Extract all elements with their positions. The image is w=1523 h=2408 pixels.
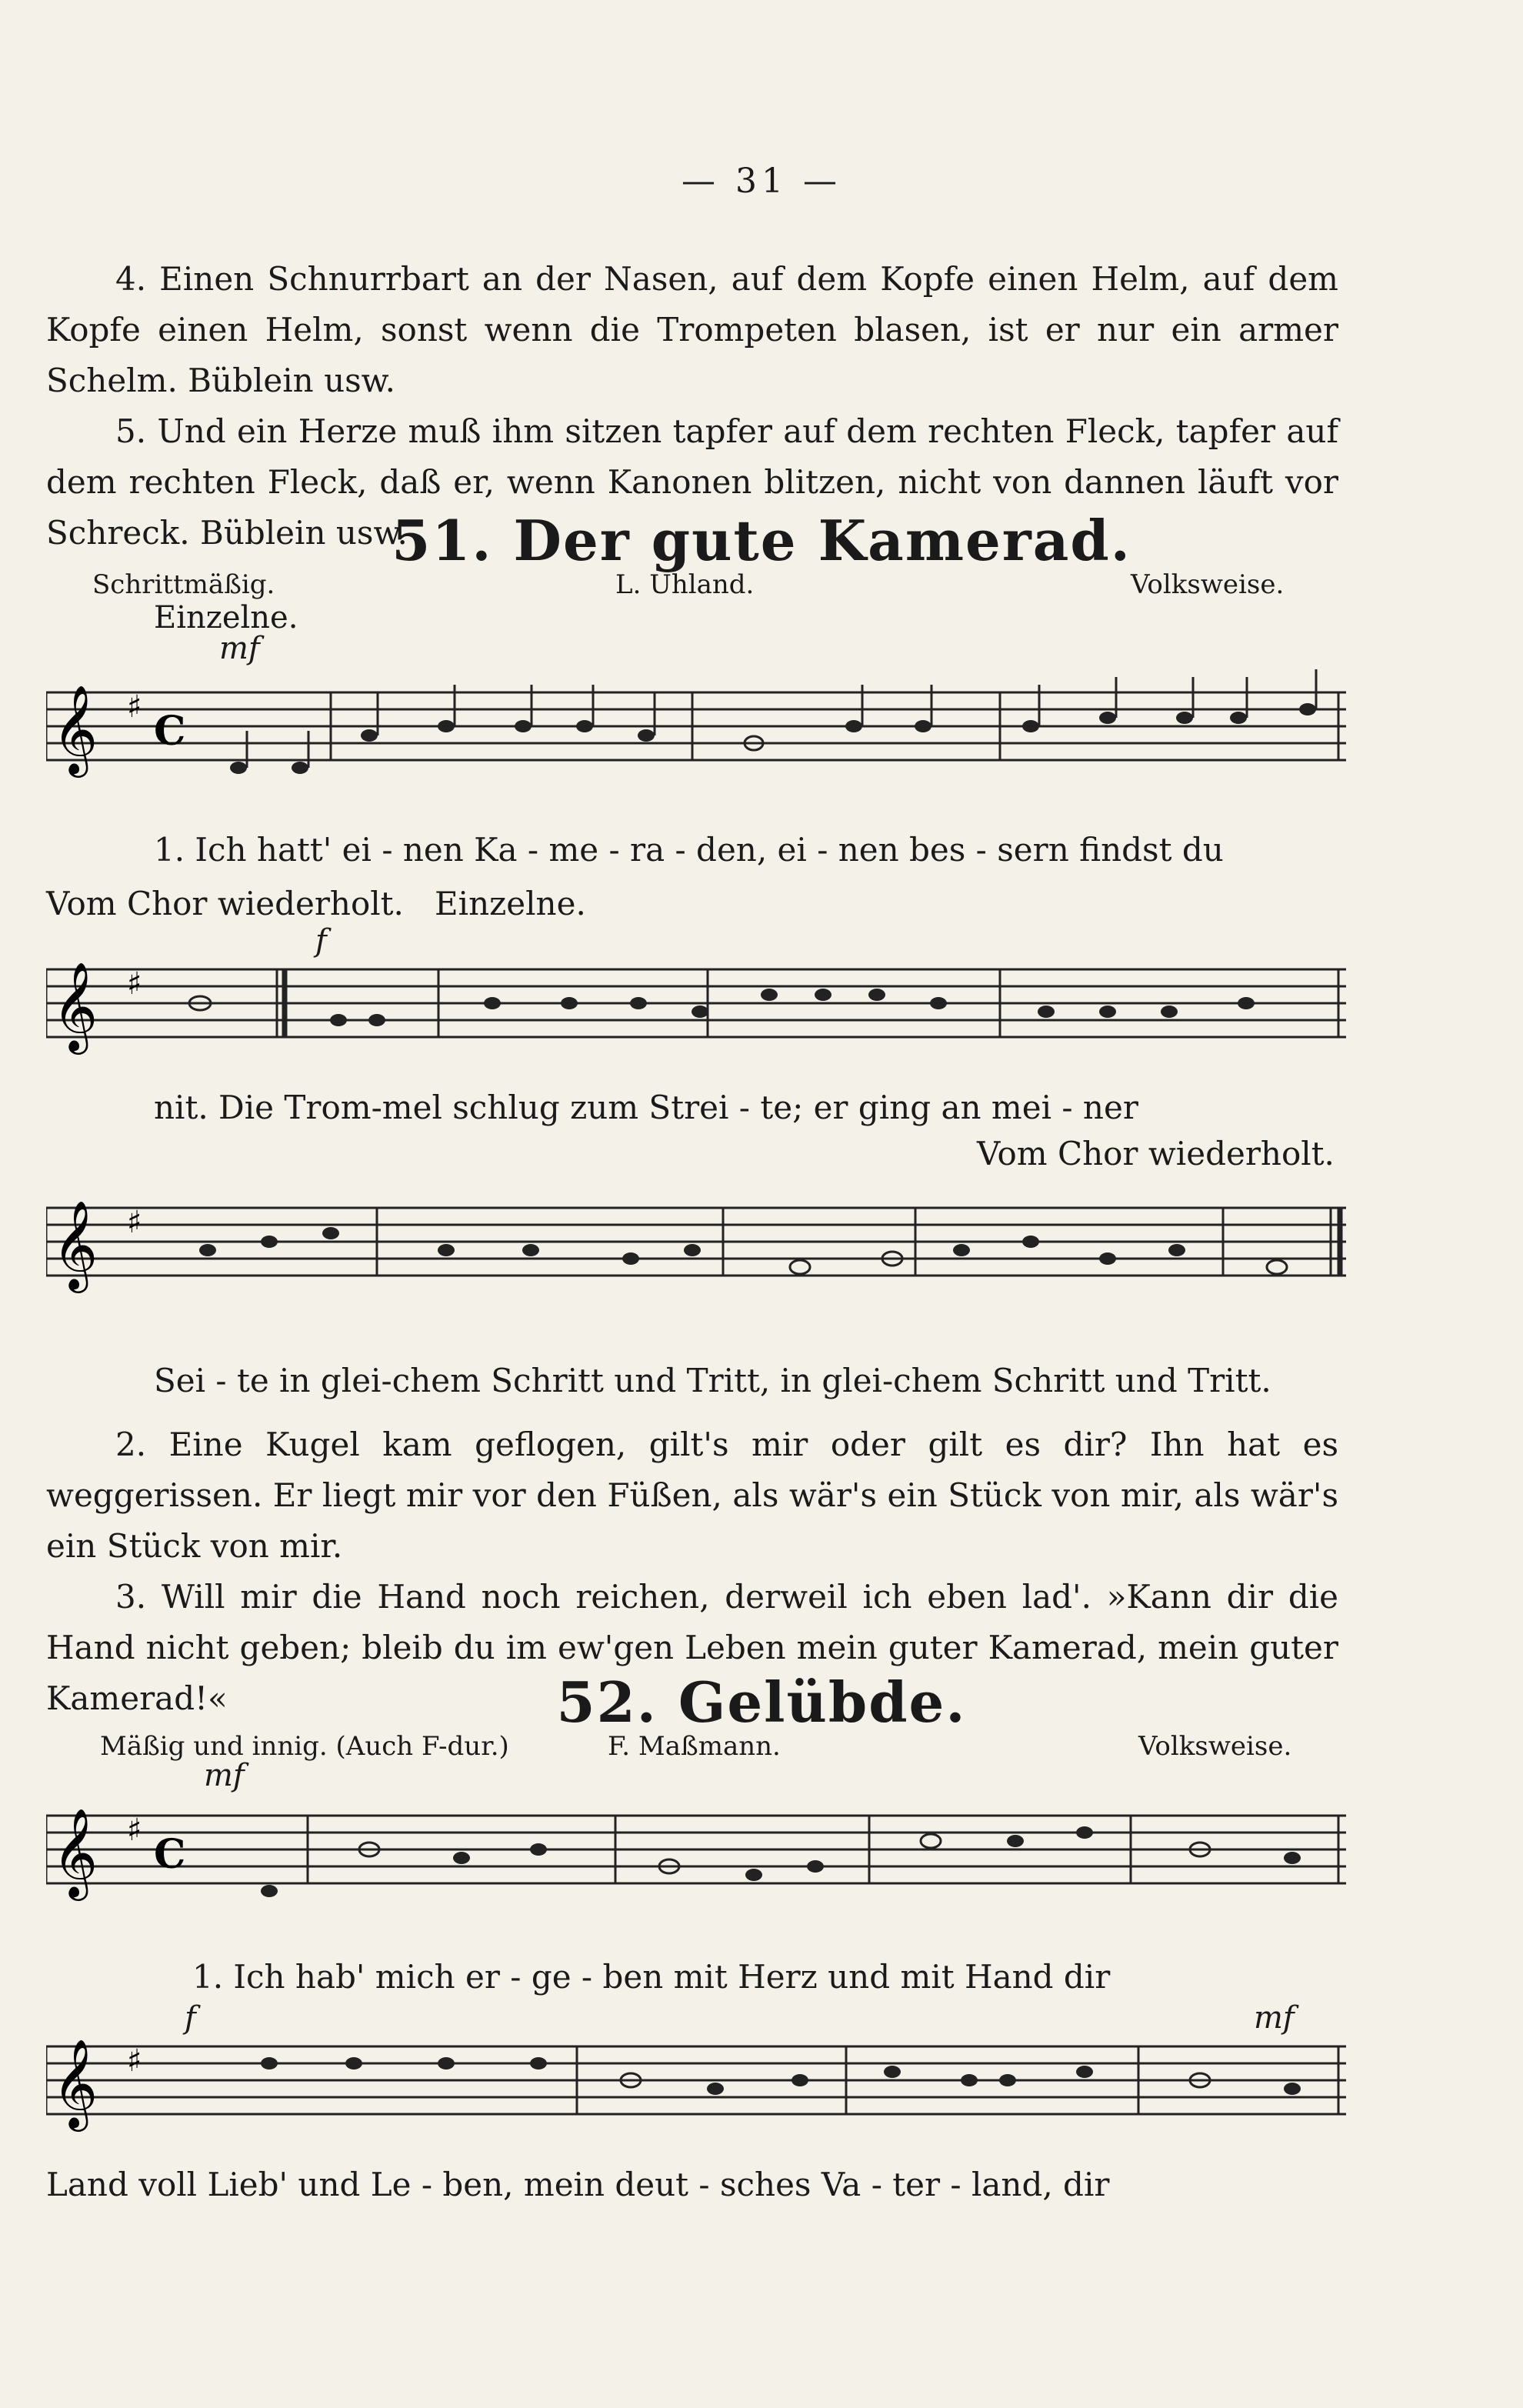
- lyricist-52: F. Maßmann.: [608, 1731, 781, 1762]
- svg-text:𝄞: 𝄞: [52, 2038, 98, 2128]
- chorus-repeat-marking-2: Vom Chor wiederholt.: [977, 1135, 1335, 1172]
- svg-text:𝄞: 𝄞: [52, 1199, 98, 1289]
- melody-source-52: Volksweise.: [1138, 1731, 1292, 1762]
- tempo-marking-52: Mäßig und innig. (Auch F-dur.): [100, 1731, 509, 1762]
- chorus-repeat-marking: Vom Chor wiederholt.: [46, 885, 404, 922]
- svg-text:♯: ♯: [127, 689, 142, 725]
- voice-marking: Einzelne.: [154, 600, 298, 635]
- dynamic-mark-52-3: mf: [1254, 2000, 1295, 2036]
- lyricist: L. Uhland.: [615, 569, 755, 600]
- svg-text:𝄞: 𝄞: [52, 1807, 98, 1897]
- song-51-title: 51. Der gute Kamerad.: [392, 508, 1131, 573]
- svg-text:♯: ♯: [127, 2043, 142, 2079]
- voice-marking-2: Einzelne.: [435, 885, 586, 922]
- melody-source: Volksweise.: [1131, 569, 1285, 600]
- lyric-line-3: Sei - te in glei-chem Schritt und Tritt, in glei-chem Schritt und Tritt.: [154, 1362, 1271, 1399]
- music-staff-2: [46, 954, 1346, 1077]
- svg-text:♯: ♯: [127, 1813, 142, 1848]
- song-52-title: 52. Gelübde.: [556, 1669, 967, 1735]
- page-number: — 31 —: [682, 162, 841, 201]
- music-staff-5: [46, 2031, 1346, 2154]
- lyric-line-52-1: 1. Ich hab' mich er - ge - ben mit Herz und mit Hand dir: [192, 1958, 1111, 1996]
- svg-text:C: C: [154, 1831, 186, 1878]
- verse-5: 5. Und ein Herze muß ihm sitzen tapfer auf dem rechten Fleck, tapfer auf dem rechten Fleck, daß er, wenn Kanonen blitzen, nicht von dannen läuft vor Schreck. Büblein usw.: [46, 412, 1338, 552]
- song-51-verse-3: 3. Will mir die Hand noch reichen, derweil ich eben lad'. »Kann dir die Hand nicht geben; bleib du im ew'gen Leben mein guter Kamerad, mein guter Kamerad!«: [46, 1578, 1338, 1717]
- lyric-line-2: nit. Die Trom-mel schlug zum Strei - te; er ging an mei - ner: [154, 1089, 1138, 1126]
- verse-4: 4. Einen Schnurrbart an der Nasen, auf dem Kopfe einen Helm, auf dem Kopfe einen Helm, sonst wenn die Trompeten blasen, ist er nur ein armer Schelm. Büblein usw.: [46, 260, 1338, 399]
- dynamic-mark: mf: [219, 631, 260, 666]
- svg-text:C: C: [154, 708, 186, 755]
- svg-text:♯: ♯: [127, 966, 142, 1002]
- dynamic-mark-52-2: f: [185, 2000, 196, 2036]
- lyric-line-52-2: Land voll Lieb' und Le - ben, mein deut - sches Va - ter - land, dir: [46, 2166, 1110, 2203]
- music-staff-4: [46, 1793, 1346, 1946]
- music-staff-3: [46, 1185, 1346, 1339]
- tempo-marking: Schrittmäßig.: [92, 569, 275, 600]
- dynamic-mark-2: f: [315, 923, 327, 959]
- song-51-verse-2: 2. Eine Kugel kam geflogen, gilt's mir oder gilt es dir? Ihn hat es weggerissen. Er liegt mir vor den Füßen, als wär's ein Stück von mir, als wär's ein Stück von mir.: [46, 1426, 1338, 1565]
- music-staff-1: [46, 669, 1346, 823]
- lyric-line-1: 1. Ich hatt' ei - nen Ka - me - ra - den, ei - nen bes - sern findst du: [154, 831, 1224, 869]
- svg-text:𝄞: 𝄞: [52, 961, 98, 1051]
- dynamic-mark-52: mf: [204, 1758, 245, 1793]
- svg-text:𝄞: 𝄞: [52, 684, 98, 774]
- svg-text:♯: ♯: [127, 1205, 142, 1240]
